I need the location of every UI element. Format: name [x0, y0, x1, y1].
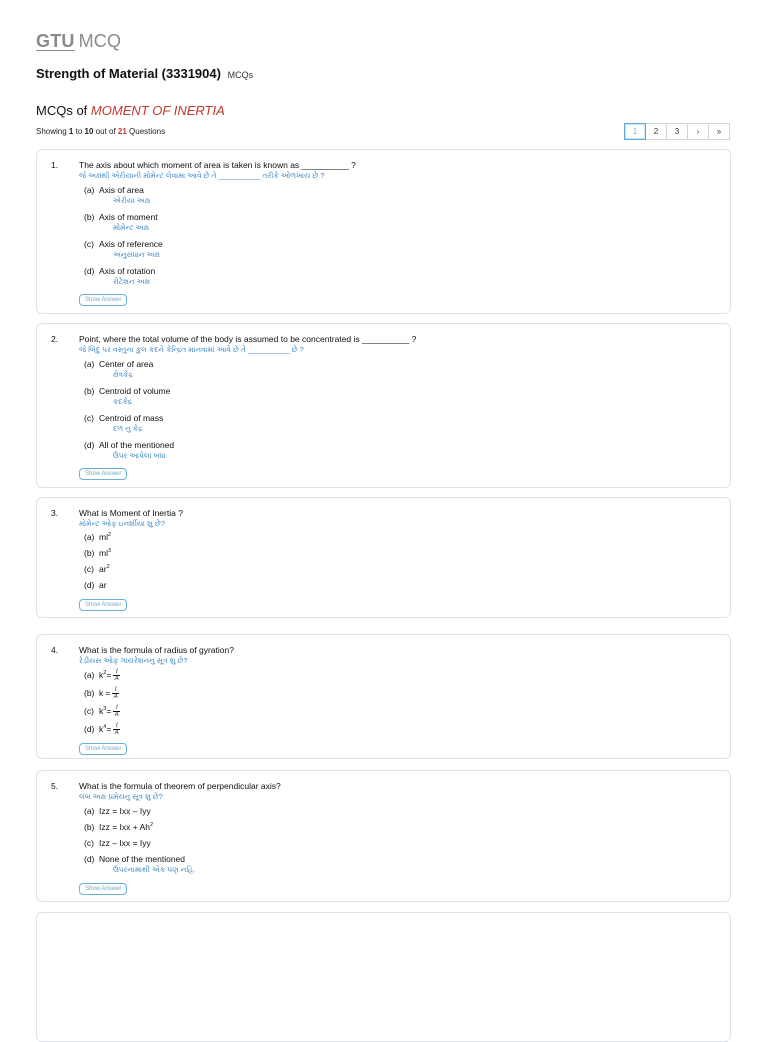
option-label: (b): [84, 822, 95, 832]
section-topic: MOMENT OF INERTIA: [90, 103, 225, 118]
option-a: [84, 359, 153, 369]
fraction-i-over-a: [113, 705, 120, 718]
option-a-gujarati: એરીયા અક્ષ: [113, 196, 151, 205]
option-label: (c): [84, 413, 94, 423]
option-d: [84, 580, 107, 590]
option-superscript: 2: [107, 532, 112, 539]
option-label: (b): [84, 548, 95, 558]
question-card-2: [36, 323, 731, 488]
site-logo[interactable]: [36, 31, 121, 52]
question-text-gujarati: જે બિંદુ પર વસ્તુના કુલ કદને કેન્દ્રિત માનવામાં આવે છે તે __________ છે ?: [79, 345, 304, 354]
question-text: The axis about which moment of area is taken is known as __________ ?: [79, 160, 356, 170]
option-equals: =: [106, 723, 112, 734]
question-text-gujarati: જે અક્ષથી એરીયાની મોમેન્ટ લેવામા આવે છે તે __________ તરીકે ઓળખાય છે ?: [79, 171, 325, 180]
option-label: (d): [84, 440, 95, 450]
option-text: ml: [99, 548, 108, 558]
option-d: [84, 854, 185, 864]
page-3-button[interactable]: 3: [666, 123, 688, 140]
logo-gtu: GTU: [36, 31, 75, 51]
section-prefix: MCQs of: [36, 103, 88, 118]
option-superscript: 3: [103, 705, 107, 712]
option-d-gujarati: ઉપર આપેલા બધા: [113, 451, 166, 460]
option-d: [84, 266, 155, 276]
option-text: Axis of area: [99, 185, 144, 195]
option-label: (c): [84, 705, 94, 716]
option-label: (d): [84, 580, 95, 590]
question-text: What is the formula of radius of gyration?: [79, 645, 234, 655]
option-label: (c): [84, 239, 94, 249]
option-equals: =: [106, 669, 112, 680]
showing-to: 10: [84, 127, 94, 136]
option-text: All of the mentioned: [99, 440, 175, 450]
option-label: (d): [84, 854, 95, 864]
option-label: (c): [84, 564, 94, 574]
option-label: (b): [84, 386, 95, 396]
option-superscript: 4: [103, 723, 107, 730]
question-text: Point, where the total volume of the body is assumed to be concentrated is __________ ?: [79, 334, 417, 344]
option-b: [84, 822, 153, 832]
option-c: [84, 705, 120, 718]
option-label: (a): [84, 185, 95, 195]
show-answer-button[interactable]: Show Answer: [79, 599, 127, 611]
section-heading: [36, 103, 225, 118]
showing-to-word: to: [75, 127, 83, 136]
fraction-numerator: I: [115, 669, 118, 675]
option-label: (a): [84, 669, 95, 680]
fraction-numerator: I: [114, 687, 117, 693]
option-text: k: [99, 687, 104, 698]
show-answer-button[interactable]: Show Answer: [79, 743, 127, 755]
option-d-gujarati: ઉપરનામાથી એક પણ નહિ.: [113, 865, 196, 874]
option-d-gujarati: રોટેશન અક્ષ: [113, 277, 150, 286]
option-a-gujarati: ક્ષેત્રકેંદ્ર: [113, 370, 133, 379]
page-title: [36, 66, 253, 81]
option-label: (d): [84, 266, 95, 276]
option-b: [84, 687, 119, 700]
option-label: (b): [84, 212, 95, 222]
option-b-gujarati: મોમેન્ટ અક્ષ: [113, 223, 150, 232]
option-text: Izz – Ixx = Iyy: [99, 838, 151, 848]
option-superscript: 2: [103, 669, 107, 676]
option-a: [84, 669, 120, 682]
option-a: [84, 806, 151, 816]
show-answer-button[interactable]: Show Answer: [79, 468, 127, 480]
option-text: Centroid of mass: [99, 413, 164, 423]
option-d: [84, 440, 174, 450]
option-text: k: [99, 723, 104, 734]
showing-from: 1: [68, 127, 74, 136]
question-card-4: [36, 634, 731, 759]
option-label: (d): [84, 723, 95, 734]
option-text: Center of area: [99, 359, 154, 369]
option-text: None of the mentioned: [99, 854, 186, 864]
option-c-gujarati: અનુસંધાન અક્ષ: [113, 250, 160, 259]
logo-mcq: MCQ: [78, 31, 122, 51]
fraction-denominator: A: [114, 676, 119, 682]
fraction-denominator: A: [113, 694, 118, 700]
option-label: (a): [84, 359, 95, 369]
question-number: 2.: [51, 334, 59, 344]
option-text: Axis of rotation: [99, 266, 156, 276]
results-count: [36, 127, 165, 136]
question-number: 1.: [51, 160, 59, 170]
option-text: Centroid of volume: [99, 386, 171, 396]
next-page-button[interactable]: ›: [687, 123, 709, 140]
option-b: [84, 212, 158, 222]
question-card-5: [36, 770, 731, 902]
fraction-numerator: I: [115, 723, 118, 729]
question-number: 4.: [51, 645, 59, 655]
option-a: [84, 532, 111, 542]
show-answer-button[interactable]: Show Answer: [79, 883, 127, 895]
option-b: [84, 548, 111, 558]
show-answer-button[interactable]: Show Answer: [79, 294, 127, 306]
question-text: What is Moment of Inertia ?: [79, 508, 183, 518]
pagination: [625, 123, 730, 140]
page-1-button[interactable]: 1: [624, 123, 646, 140]
option-text: Axis of moment: [99, 212, 158, 222]
question-text: What is the formula of theorem of perpendicular axis?: [79, 781, 281, 791]
page-title-main: Strength of Material (3331904): [36, 66, 221, 81]
option-text: ar: [99, 564, 107, 574]
option-c-gujarati: દળ નુ કેંદ્ર: [113, 424, 143, 433]
question-text-gujarati: રેડીયસ ઓફ ગાયરેશનનુ સૂત્ર શુ છે?: [79, 656, 188, 665]
question-number: 3.: [51, 508, 59, 518]
last-page-button[interactable]: »: [708, 123, 730, 140]
question-card-3: [36, 497, 731, 618]
fraction-i-over-a: [113, 723, 120, 736]
option-a: [84, 185, 144, 195]
option-d: [84, 723, 120, 736]
fraction-denominator: A: [114, 730, 119, 736]
fraction-i-over-a: [112, 687, 119, 700]
question-number: 5.: [51, 781, 59, 791]
option-text: ml: [99, 532, 108, 542]
showing-suffix: Questions: [129, 127, 166, 136]
option-superscript: 2: [106, 564, 110, 571]
question-card-6-empty: [36, 912, 731, 1042]
option-b: [84, 386, 170, 396]
option-label: (a): [84, 806, 95, 816]
option-c: [84, 838, 151, 848]
option-text: k: [99, 669, 104, 680]
option-c: [84, 239, 163, 249]
option-text: Izz = Ixx + Ah: [99, 822, 151, 832]
option-equals: =: [106, 705, 112, 716]
option-c: [84, 564, 110, 574]
option-text: ar: [99, 580, 107, 590]
page-title-sub: MCQs: [227, 70, 254, 80]
fraction-denominator: A: [114, 712, 119, 718]
option-b-gujarati: કદકેંદ્ર: [113, 397, 133, 406]
option-superscript: 2: [150, 822, 154, 829]
option-superscript: 3: [107, 548, 112, 555]
question-text-gujarati: લંબ અક્ષ પ્રમેયનુ સૂત્ર શુ છે?: [79, 792, 163, 801]
showing-prefix: Showing: [36, 127, 67, 136]
option-text: Izz = Ixx – Iyy: [99, 806, 151, 816]
showing-out-of: out of: [95, 127, 116, 136]
option-label: (b): [84, 687, 95, 698]
option-label: (c): [84, 838, 94, 848]
page-2-button[interactable]: 2: [645, 123, 667, 140]
option-c: [84, 413, 163, 423]
fraction-i-over-a: [113, 669, 120, 682]
option-text: k: [99, 705, 104, 716]
question-text-gujarati: મોમેન્ટ ઓફ ઇનર્શીયા શુ છે?: [79, 519, 165, 528]
question-card-1: [36, 149, 731, 314]
option-label: (a): [84, 532, 95, 542]
fraction-numerator: I: [115, 705, 118, 711]
option-equals: =: [105, 687, 111, 698]
option-text: Axis of reference: [99, 239, 163, 249]
showing-total: 21: [117, 127, 127, 136]
